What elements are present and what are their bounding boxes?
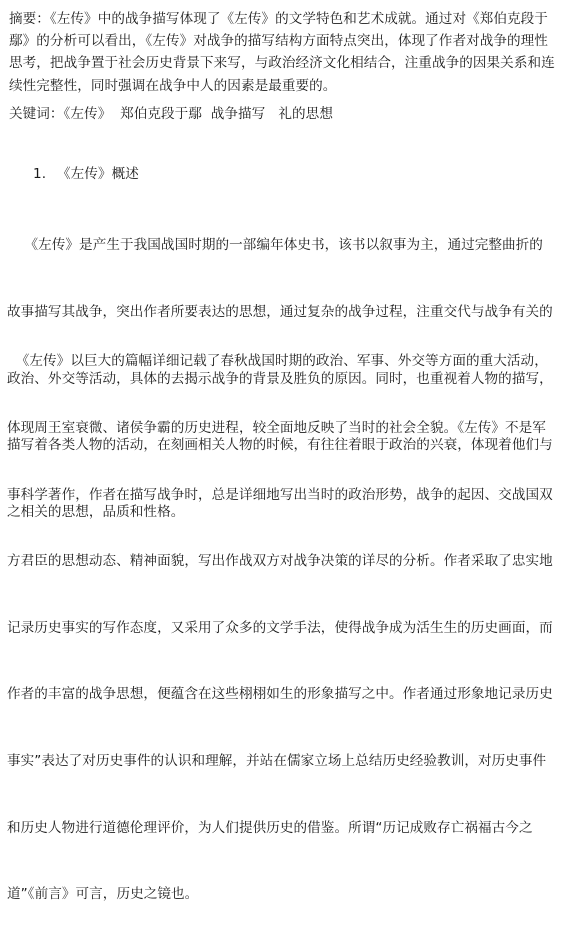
- abstract-line: 鄢》的分析可以看出，《左传》对战争的描写结构方面特点突出，体现了作者对战争的理性: [9, 33, 548, 50]
- paragraph-line: 之相关的思想，品质和性格。: [7, 503, 185, 520]
- abstract-paragraph: [9, 8, 555, 97]
- abstract-line: 思考，把战争置于社会历史背景下来写，与政治经济文化相结合，注重战争的因果关系和连: [9, 55, 555, 72]
- paragraph-line: 《左传》以巨大的篇幅详细记载了春秋战国时期的政治、军事、外交等方面的重大活动，: [7, 353, 548, 370]
- paragraph-line: 记录历史事实的写作态度，又采用了众多的文学手法，使得战争成为活生生的历史画面，而: [7, 619, 553, 636]
- keywords-text: 关键词：《左传》 郑伯克段于鄢 战争描写 礼的思想: [9, 106, 333, 122]
- paragraph-line: 故事描写其战争，突出作者所要表达的思想，通过复杂的战争过程，注重交代与战争有关的: [7, 304, 553, 320]
- paragraph-line: 和历史人物进行道德伦理评价，为人们提供历史的借鉴。所谓“历记成败存亡祸福古今之: [7, 819, 533, 836]
- paragraph-line: 《左传》是产生于我国战国时期的一部编年体史书，该书以叙事为主，通过完整曲折的: [7, 237, 543, 254]
- section-title: 《左传》概述: [57, 166, 139, 182]
- paragraph-line: 描写着各类人物的活动，在刻画相关人物的时候，有往往着眼于政治的兴衰，体现着他们与: [7, 437, 553, 454]
- section-heading: [33, 163, 139, 185]
- paragraph-line: 事科学著作，作者在描写战争时，总是详细地写出当时的政治形势，战争的起因、交战国双: [7, 486, 553, 503]
- paragraph-line: 事实”表达了对历史事件的认识和理解，并站在儒家立场上总结历史经验教训，对历史事件: [7, 752, 547, 769]
- paragraph-line: 方君臣的思想动态、精神面貌，写出作战双方对战争决策的详尽的分析。作者采取了忠实地: [7, 553, 553, 570]
- paragraph-line: 政治、外交等活动，具体的去揭示战争的背景及胜负的原因。同时，也重视着人物的描写，: [7, 370, 553, 387]
- body-paragraph-2: [7, 306, 553, 950]
- abstract-line: 摘要：《左传》中的战争描写体现了《左传》的文学特色和艺术成就。通过对《郑伯克段于: [9, 11, 548, 27]
- section-number: 1.: [33, 166, 47, 182]
- paragraph-line: 道”《前言》可言，历史之镜也。: [7, 886, 199, 903]
- paragraph-line: 作者的丰富的战争思想，便蕴含在这些栩栩如生的形象描写之中。作者通过形象地记录历史: [7, 686, 553, 703]
- paragraph-line: 体现周王室衰微、诸侯争霸的历史进程，较全面地反映了当时的社会全貌。《左传》不是军: [7, 420, 546, 436]
- keywords-line: [9, 103, 333, 125]
- abstract-line: 续性完整性，同时强调在战争中人的因素是最重要的。: [9, 77, 337, 94]
